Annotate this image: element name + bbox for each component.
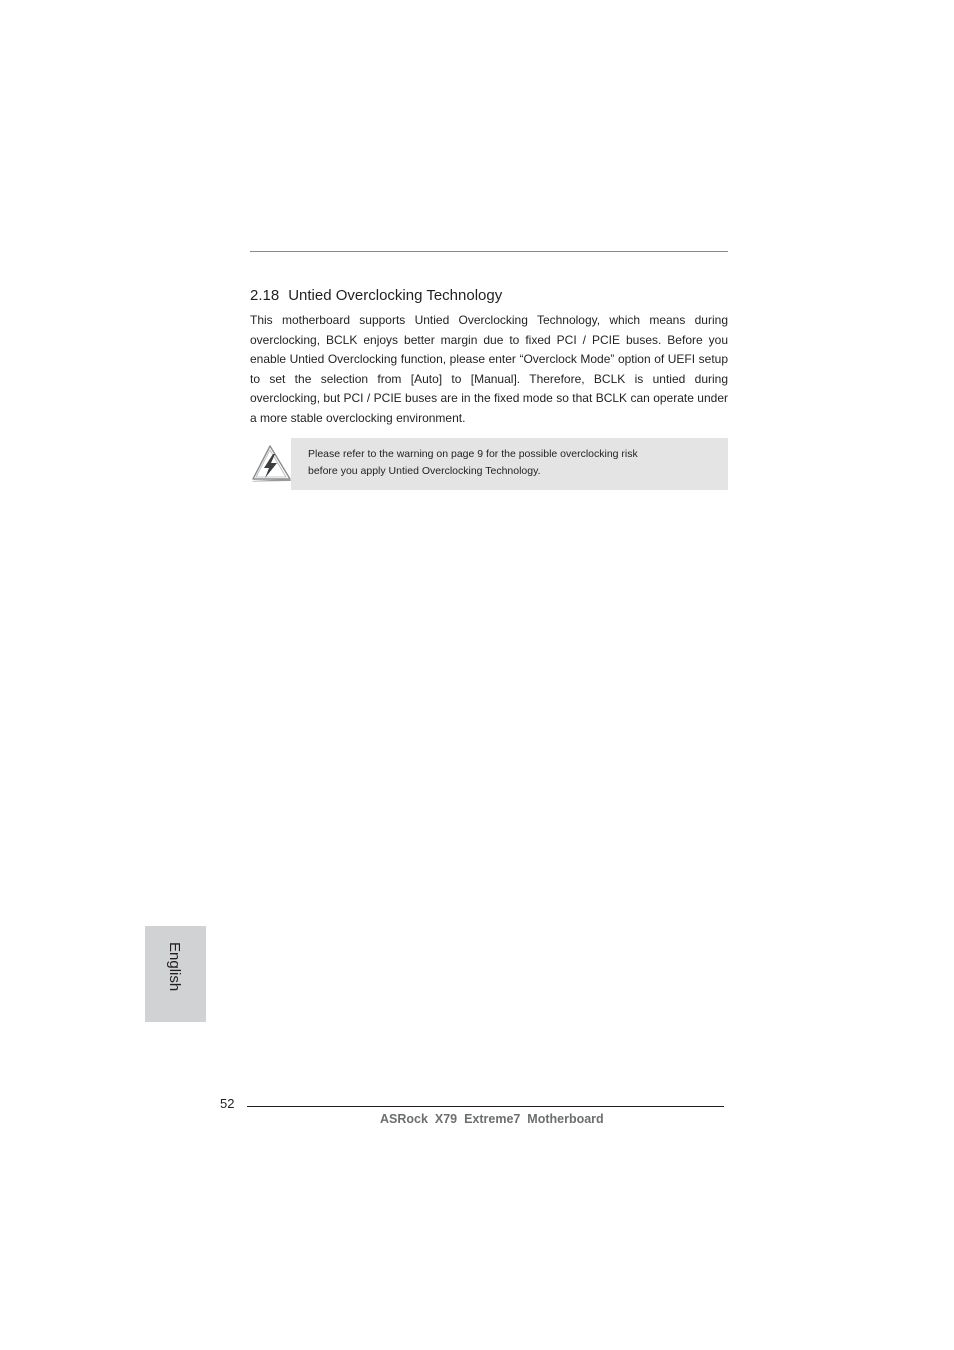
footer-divider: [247, 1106, 724, 1107]
footer-product-title: ASRock X79 Extreme7 Motherboard: [380, 1112, 604, 1126]
warning-box: [291, 438, 728, 490]
language-tab-label: English: [166, 942, 183, 992]
warning-lightning-icon: [250, 444, 292, 482]
top-divider: [250, 251, 728, 252]
section-number: 2.18: [250, 287, 280, 304]
warning-note: [250, 438, 728, 490]
page-number: 52: [220, 1096, 235, 1111]
language-tab: [145, 926, 206, 1022]
section-heading: [250, 287, 502, 304]
warning-line-2: before you apply Untied Overclocking Technology.: [308, 465, 541, 477]
section-body: This motherboard supports Untied Overclocking Technology, which means during overclocking, BCLK enjoys better margin due to fixed PCI / PCIE buses. Before you enable Untied Overclocking function, please enter “Overclock Mode” option of UEFI setup to set the selection from [Auto] to [Manual]. Therefore, BCLK is untied during overclocking, but PCI / PCIE buses are in the fixed mode so that BCLK can operate under a more stable overclocking environment.: [250, 313, 728, 425]
section-title: Untied Overclocking Technology: [288, 287, 503, 304]
warning-line-1: Please refer to the warning on page 9 for the possible overclocking risk: [308, 448, 638, 460]
